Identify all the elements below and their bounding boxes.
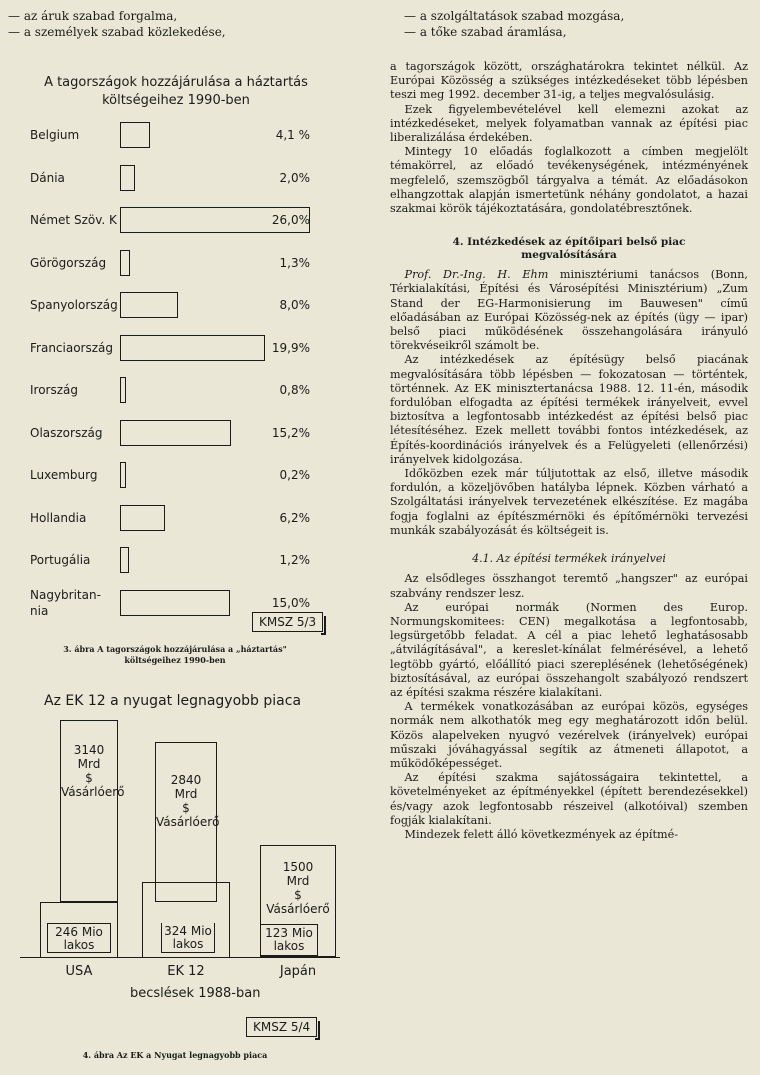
japan-unit: Mrd (286, 874, 310, 888)
japan-currency: $ (294, 888, 302, 902)
usa-currency: $ (85, 771, 93, 785)
right-column (384, 0, 750, 1075)
japan-purchasing-power-block (260, 845, 336, 957)
usa-label: USA (65, 964, 93, 979)
value-label: 15,2% (271, 425, 310, 440)
chart-row (0, 207, 330, 237)
usa-population-block (40, 902, 118, 958)
paragraph: Mintegy 10 előadás foglalkozott a címben megjelölt témakörrel, az előadó tevékenységének, intézményének megfelelő, szemszögből tárgyalva a témát. Az előadásokon elhangzottak alapján ismertetünk néhány gondolatot, a hazai szakmai körök tájékoztatására, gondolatébresztőnek. (390, 145, 748, 216)
category-label-cont: nia (30, 603, 49, 618)
japan-amount: 1500 (282, 860, 314, 874)
category-label: Irország (30, 383, 79, 397)
figure-caption: 3. ábra A tagországok hozzájárulása a „háztartás" költségeihez 1990-ben (63, 644, 287, 665)
value-label: 26,0% (271, 213, 310, 227)
author: Prof. Dr.-Ing. H. Ehm (404, 268, 549, 282)
ek12-purchasing-power-block (155, 742, 220, 902)
chart-row (0, 547, 330, 577)
left-bullet-list (8, 8, 226, 40)
paragraph: Ezek figyelembevételével kell elemezni azokat az intézkedéseket, melyek folyamatban vannak az építési piac liberalizálása érdekében. (390, 102, 748, 145)
chart-row (0, 377, 330, 407)
chart-row (0, 165, 330, 195)
category-label: Spanyolország (30, 298, 118, 312)
chart2-title: Az EK 12 a nyugat legnagyobb piaca (44, 693, 302, 709)
article-body (390, 60, 748, 842)
category-label: Nagybritan- (30, 587, 101, 602)
value-label: 19,9% (271, 340, 310, 355)
chart-row (0, 505, 330, 535)
figure-caption: 4. ábra Az EK a Nyugat legnagyobb piaca (82, 1050, 268, 1060)
bar (120, 420, 231, 446)
value-label: 0,8% (279, 383, 310, 397)
japan-pop: 123 Mio (265, 926, 313, 940)
value-label: 1,2% (279, 553, 310, 567)
paragraph: a tagországok között, országhatárokra tekintet nélkül. Az Európai Közösség a szükséges intézkedéseket több lépésben teszi meg 1992. december 31-ig, a teljes megvalósulásig. (390, 60, 748, 102)
japan-power-label: Vásárlóerő (266, 902, 330, 916)
bullet-item: — az áruk szabad forgalma, (8, 9, 178, 23)
japan-pop-unit: lakos (273, 939, 305, 953)
value-label: 2,0% (279, 170, 310, 185)
usa-pop: 246 Mio (55, 925, 103, 939)
category-label: Luxemburg (30, 468, 98, 482)
usa-unit: Mrd (77, 757, 101, 771)
value-label: 1,3% (279, 255, 310, 270)
ek12-amount: 2840 (170, 773, 202, 787)
category-label: Franciaország (30, 340, 114, 355)
category-label: Görögország (30, 255, 107, 270)
chart-row (0, 122, 330, 152)
paragraph: Az építési szakma sajátosságaira tekintettel, a követelményeket az építményekkel (épített berendezésekkel) és/vagy azok legfontosabb részeivel (alkotóival) szemben fogják kialakítani. (390, 771, 748, 827)
left-column (0, 0, 350, 1075)
value-label: 15,0% (271, 595, 310, 610)
bullet-item: — a tőke szabad áramlása, (404, 25, 567, 39)
ek12-currency: $ (182, 801, 190, 815)
ek12-unit: Mrd (174, 787, 198, 801)
chart-row (0, 420, 330, 450)
usa-purchasing-power-block (60, 720, 125, 902)
japan-label: Japán (279, 964, 317, 979)
category-label: Olaszország (30, 425, 103, 440)
bar (120, 165, 135, 191)
bar (120, 250, 130, 276)
value-label: 4,1 % (275, 128, 310, 142)
ek12-population-block (142, 882, 230, 958)
paragraph: A termékek vonatkozásában az európai közös, egységes normák nem alkothatók meg egy meghatározott időn belül. Közös alapelveken nyugvó vezérelvek (irányelvek) európai műszaki jóváhagyással segítik az átmeneti állapotot, a működőképességet. (390, 700, 748, 770)
paragraph: Időközben ezek már túljutottak az első, illetve második fordulón, a közeljövőben hatályba lépnek. Közben várható a Szolgáltatási irányelvek tervezetének elkészítése. Ez magába fogja foglalni az építészmérnöki és építőmérnöki tervezési munkák szabályozását és költségeit is. (390, 467, 748, 537)
bar (120, 547, 129, 573)
ek12-pop-unit: lakos (172, 937, 204, 951)
bullet-item: — a személyek szabad közlekedése, (8, 25, 226, 39)
figure-label: KMSZ 5/3 (252, 612, 323, 632)
paragraph: Mindezek felett álló következmények az építmé- (404, 827, 678, 841)
chart-row (0, 292, 330, 322)
category-label: Dánia (30, 170, 65, 185)
chart2-baseline (20, 957, 340, 958)
paragraph: Az elsődleges összhangot teremtő „hangszer" az európai szabvány rendszer lesz. (390, 572, 748, 600)
bar (120, 377, 126, 403)
paragraph: Az intézkedések az építésügy belső piacának megvalósítására több lépésben — fokozatosan — történtek, történnek. Az EK minisztertanácsa 1988. 12. 11-én, második fordulóban elfogadta az építési termékek irányelveit, evvel biztosítva a legfontosabb intézkedést az építési belső piac létesítéséhez. Ezek mellett további fontos intézkedések, az Építés-koordinációs irányelvek és a Felügyeleti (ellenőrzési) irányelvek kidolgozása. (390, 353, 748, 466)
bar (120, 590, 230, 616)
category-label: Hollandia (30, 510, 87, 525)
bar (120, 462, 126, 488)
ek12-power-label: Vásárlóerő (156, 815, 220, 829)
subsection-heading: 4.1. Az építési termékek irányelvei (472, 552, 666, 566)
value-label: 6,2% (279, 510, 310, 525)
bullet-item: — a szolgáltatások szabad mozgása, (404, 9, 625, 23)
bar (120, 292, 178, 318)
chart-row (0, 335, 330, 365)
usa-pop-unit: lakos (63, 938, 95, 952)
chart1-title: A tagországok hozzájárulása a háztartás költségeihez 1990-ben (44, 75, 308, 108)
value-label: 0,2% (279, 468, 310, 482)
chart-row (0, 462, 330, 492)
ek12-pop: 324 Mio (164, 924, 212, 938)
usa-amount: 3140 (73, 743, 105, 757)
category-label: Belgium (30, 128, 80, 142)
chart-row (0, 250, 330, 280)
paragraph: Az európai normák (Normen des Europ. Normungskomitees: CEN) megalkotása a legfontosabb, legsürgetőbb feladat. A cél a piac lehető leghatásosabb „átvilágításával", a kereslet-kínálat felmérésével, a lehető legtöbb gyártó, előállító piaci szereplésének (lehetőségének) biztosításával, az európai összehangolt szabályozó rendszert az építési szakma részére kialakítani. (390, 600, 748, 699)
paragraph: Prof. Dr.-Ing. H. Ehm minisztériumi tanácsos (Bonn, Térkialakítási, Építési és Városépítési Minisztérium) „Zum Stand der EG-Harmonisierung im Bauwesen" című előadásában az Európai Közösség-nek az építés (ügy — ipar) belső piaci működésének összehangolására irányuló törekvéseikről számolt be. (390, 268, 748, 353)
bar (120, 335, 265, 361)
chart2-note: becslések 1988-ban (130, 986, 261, 1001)
usa-power-label: Vásárlóerő (61, 785, 125, 799)
section-heading: 4. Intézkedések az építőipari belső piac megvalósítására (452, 236, 686, 262)
ek12-label: EK 12 (167, 964, 205, 979)
category-label: Portugália (30, 553, 91, 567)
category-label: Német Szöv. K (30, 213, 117, 227)
figure-label: KMSZ 5/4 (246, 1017, 317, 1037)
bar (120, 122, 150, 148)
bar (120, 505, 165, 531)
right-bullet-list (404, 8, 624, 40)
value-label: 8,0% (279, 298, 310, 312)
